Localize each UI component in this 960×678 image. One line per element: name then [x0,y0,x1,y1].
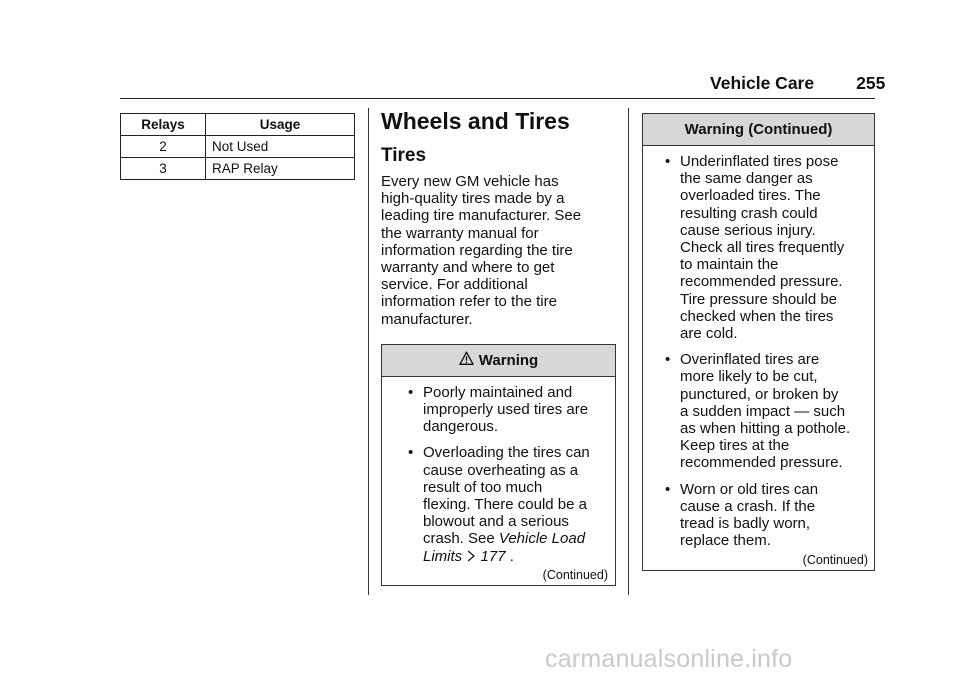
bullet: • [408,383,414,401]
warning-item: • Underinflated tires pose the same danger as overloaded tires. The resulting crash could cause serious injury. Check all tires frequently to maintain the recommended pressure. Tire pressure should be checked when the tires are cold. [665,153,845,343]
page-ref-icon [466,549,476,566]
warning-triangle-icon [459,351,474,370]
cross-reference-link[interactable]: Limits [423,547,463,565]
column-divider-right [628,108,629,595]
warning-title-bar [643,114,874,146]
cross-reference-link[interactable]: Vehicle Load [498,530,586,548]
continued-label: (Continued) [802,553,868,567]
page-header [710,73,885,94]
warning-list [643,146,874,549]
warning-title: Warning [478,351,539,369]
table-header-row [121,114,355,136]
warning-box [381,344,616,586]
table-row [121,136,355,158]
bullet: • [665,480,671,498]
bullet: • [665,351,671,369]
column-header-usage: Usage [206,114,355,136]
section-title: Vehicle Care [710,73,815,93]
section-heading: Wheels and Tires [381,108,570,134]
bullet: • [408,444,414,462]
continued-label: (Continued) [542,567,608,582]
relay-usage: RAP Relay [206,158,355,180]
warning-item: • Poorly maintained and improperly used tires are dangerous. [408,383,589,436]
subsection-heading: Tires [381,145,427,166]
warning-item: • Overloading the tires can cause overheating as a result of too much flexing. There could be a blowout and a serious crash. See Vehicle Load Limits 177 . [408,444,590,565]
watermark: carmanualsonline.info [545,645,793,673]
warning-list [382,377,615,566]
table-row [121,158,355,180]
relay-table [120,113,355,180]
warning-item: • Worn or old tires can cause a crash. If the tread is badly worn, replace them. [665,480,819,550]
warning-title: Warning (Continued) [684,121,833,138]
main-column [381,108,616,586]
page-reference[interactable]: 177 [480,547,506,565]
relay-number: 2 [121,136,206,158]
warning-title-bar [382,345,615,377]
relay-usage: Not Used [206,136,355,158]
intro-paragraph: Every new GM vehicle has high-quality tires made by a leading tire manufacturer. See the warranty manual for information regarding the tire warranty and where to get service. For additional information refer to the tire manufacturer. [381,173,582,328]
warning-item: • Overinflated tires are more likely to be cut, punctured, or broken by a sudden impact — such as when hitting a pothole. Keep tires at the recommended pressure. [665,351,851,472]
page-number: 255 [856,73,886,93]
column-divider-left [368,108,369,595]
header-rule [120,98,875,99]
column-header-relays: Relays [121,114,206,136]
warning-continued-box [642,113,875,571]
bullet: • [665,153,671,170]
relay-number: 3 [121,158,206,180]
